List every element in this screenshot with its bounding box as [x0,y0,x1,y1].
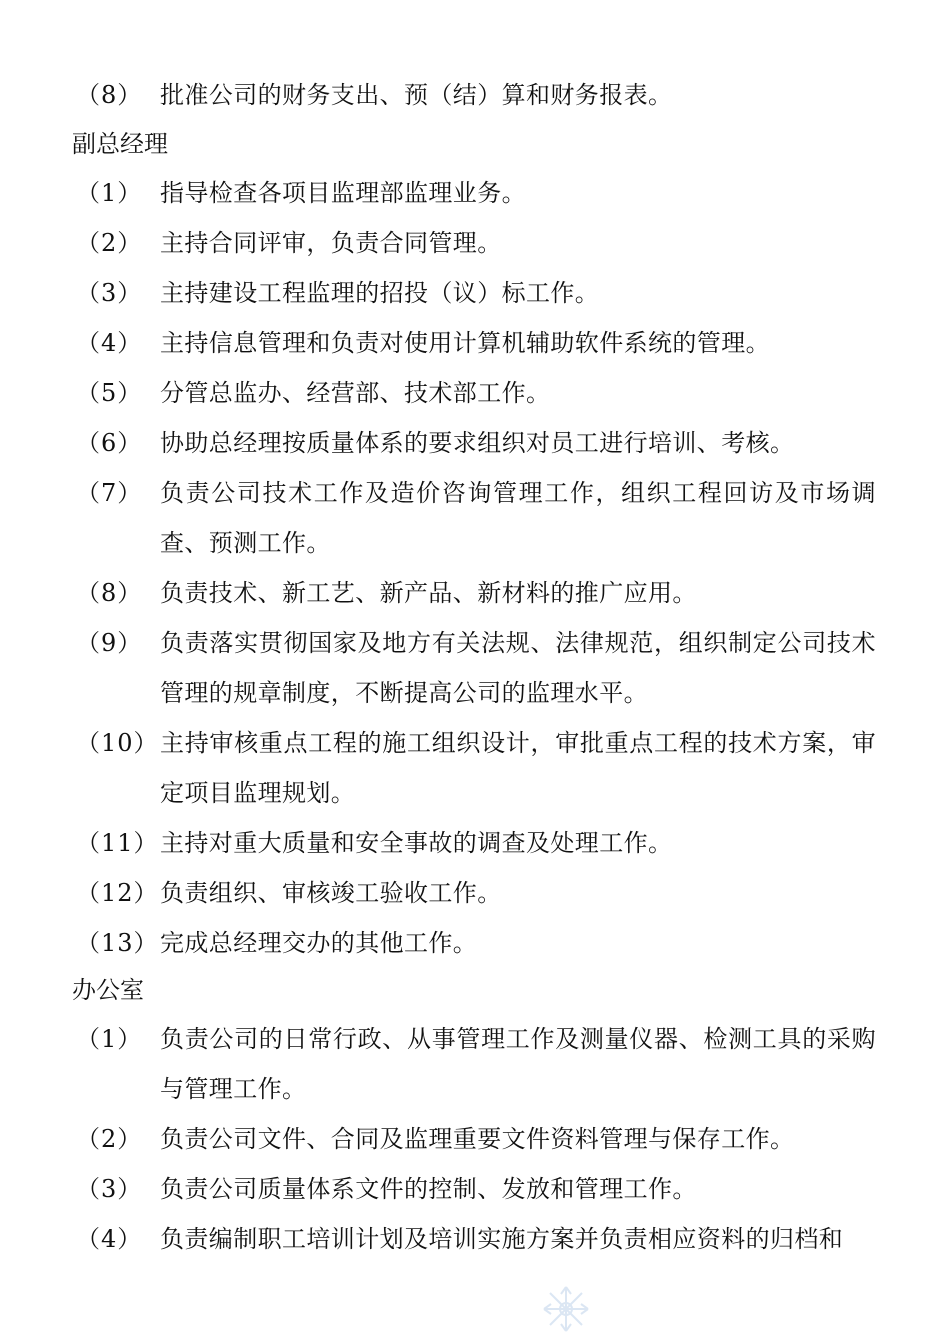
item-text: 主持审核重点工程的施工组织设计，审批重点工程的技术方案，审定项目监理规划。 [160,729,876,807]
item-text: 负责公司质量体系文件的控制、发放和管理工作。 [160,1175,697,1203]
list-item [0,1164,950,1214]
list-item [0,318,950,368]
list-item [0,468,950,568]
item-number: （9） [76,629,143,657]
item-text: 负责技术、新工艺、新产品、新材料的推广应用。 [160,579,697,607]
item-number: （11） [76,829,159,857]
item-number: （13） [76,929,159,957]
section-office-list [0,1014,950,1264]
item-text: 负责编制职工培训计划及培训实施方案并负责相应资料的归档和 [160,1225,844,1253]
item-text: 负责组织、审核竣工验收工作。 [160,879,502,907]
list-item [0,218,950,268]
list-item [0,818,950,868]
list-item [0,418,950,468]
snowflake-watermark-icon [541,1284,591,1334]
item-text: 主持合同评审，负责合同管理。 [160,229,502,257]
section-heading-vice-gm: 副总经理 [72,130,168,158]
section-vice-gm-list [0,168,950,968]
item-text: 负责公司的日常行政、从事管理工作及测量仪器、检测工具的采购与管理工作。 [160,1025,876,1103]
list-item [0,918,950,968]
item-text: 批准公司的财务支出、预（结）算和财务报表。 [160,81,673,109]
list-item [0,618,950,718]
list-item [0,168,950,218]
section-top [0,70,950,120]
item-text: 分管总监办、经营部、技术部工作。 [160,379,551,407]
item-text: 主持建设工程监理的招投（议）标工作。 [160,279,600,307]
item-number: （6） [76,429,143,457]
item-text: 负责公司文件、合同及监理重要文件资料管理与保存工作。 [160,1125,795,1153]
section-heading-office: 办公室 [72,976,144,1004]
list-item [0,568,950,618]
item-number: （1） [76,179,143,207]
item-text: 主持信息管理和负责对使用计算机辅助软件系统的管理。 [160,329,770,357]
item-number: （3） [76,1175,143,1203]
item-text: 主持对重大质量和安全事故的调查及处理工作。 [160,829,673,857]
list-item [0,1014,950,1114]
list-item [0,268,950,318]
item-text: 指导检查各项目监理部监理业务。 [160,179,526,207]
list-item [0,70,950,120]
list-item [0,1114,950,1164]
item-number: （4） [76,1225,143,1253]
item-text: 协助总经理按质量体系的要求组织对员工进行培训、考核。 [160,429,795,457]
list-item [0,368,950,418]
item-number: （8） [76,81,143,109]
item-number: （10） [76,729,159,757]
item-number: （1） [76,1025,143,1053]
item-number: （5） [76,379,143,407]
item-number: （2） [76,1125,143,1153]
item-number: （4） [76,329,143,357]
item-number: （8） [76,579,143,607]
item-text: 完成总经理交办的其他工作。 [160,929,478,957]
list-item [0,1214,950,1264]
item-number: （3） [76,279,143,307]
item-number: （12） [76,879,159,907]
list-item [0,868,950,918]
item-text: 负责公司技术工作及造价咨询管理工作，组织工程回访及市场调查、预测工作。 [160,479,876,557]
item-number: （7） [76,479,143,507]
item-text: 负责落实贯彻国家及地方有关法规、法律规范，组织制定公司技术管理的规章制度，不断提高公司的监理水平。 [160,629,876,707]
list-item [0,718,950,818]
item-number: （2） [76,229,143,257]
